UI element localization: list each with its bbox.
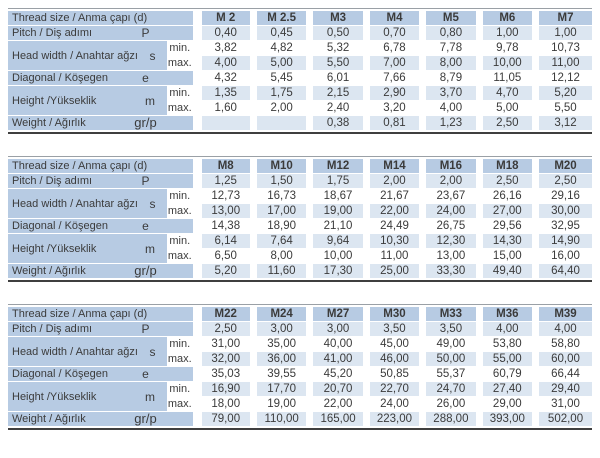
- row-symbol: P: [141, 174, 150, 188]
- value-cell: 5,20: [536, 86, 592, 101]
- value-cell: 2,00: [253, 101, 309, 116]
- value-cell: 3,00: [310, 322, 366, 337]
- row-label: Weight / Ağırlık: [12, 117, 86, 129]
- value-cell: 2,50: [197, 322, 253, 337]
- value-cell: 3,00: [253, 322, 309, 337]
- col-header: M8: [197, 159, 253, 174]
- value-cell: 0,70: [366, 26, 422, 41]
- value-cell: 9,78: [479, 41, 535, 56]
- value-cell: 4,70: [479, 86, 535, 101]
- col-header: M27: [310, 307, 366, 322]
- value-cell: 49,00: [423, 337, 479, 352]
- value-cell: 14,90: [536, 234, 592, 249]
- row-label: Diagonal / Köşegen: [12, 368, 109, 380]
- minmax-label: min.: [167, 337, 197, 352]
- value-cell: 1,35: [197, 86, 253, 101]
- value-cell: 66,44: [536, 367, 592, 382]
- value-cell: 4,00: [536, 322, 592, 337]
- value-cell: 2,50: [479, 116, 535, 131]
- value-cell: 5,32: [310, 41, 366, 56]
- value-cell: 49,40: [479, 264, 535, 279]
- col-header: M16: [423, 159, 479, 174]
- value-cell: 3,50: [366, 322, 422, 337]
- value-cell: 5,45: [253, 71, 309, 86]
- row-symbol: P: [141, 322, 150, 336]
- value-cell: 19,00: [310, 204, 366, 219]
- value-cell: 14,30: [479, 234, 535, 249]
- row-symbol: s: [149, 48, 156, 63]
- value-cell: 2,00: [423, 174, 479, 189]
- row-symbol: e: [142, 367, 149, 381]
- row-label: Head width / Anahtar ağzı: [12, 197, 138, 210]
- row-label-cell: [8, 412, 197, 427]
- value-cell: 55,37: [423, 367, 479, 382]
- value-cell: 5,00: [253, 56, 309, 71]
- value-cell: 4,82: [253, 41, 309, 56]
- minmax-label: min.: [167, 189, 197, 204]
- value-cell: 1,60: [197, 101, 253, 116]
- value-cell: 6,14: [197, 234, 253, 249]
- spec-table: [8, 159, 592, 279]
- value-cell: 31,00: [536, 397, 592, 412]
- value-cell: 30,00: [536, 204, 592, 219]
- value-cell: 41,00: [310, 352, 366, 367]
- row-label-cell: [8, 86, 167, 116]
- value-cell: 393,00: [479, 412, 535, 427]
- value-cell: 55,00: [479, 352, 535, 367]
- row-height-min: [8, 382, 592, 397]
- value-cell: 17,30: [310, 264, 366, 279]
- value-cell: 18,67: [310, 189, 366, 204]
- col-header: M3: [310, 11, 366, 26]
- value-cell: 29,40: [536, 382, 592, 397]
- col-header: M22: [197, 307, 253, 322]
- value-cell: 0,45: [253, 26, 309, 41]
- header-row: [8, 159, 592, 174]
- minmax-label: min.: [167, 41, 197, 56]
- value-cell: 7,64: [253, 234, 309, 249]
- value-cell: 6,78: [366, 41, 422, 56]
- value-cell: 18,90: [253, 219, 309, 234]
- col-header: M4: [366, 11, 422, 26]
- row-symbol: gr/p: [134, 263, 157, 278]
- row-symbol: s: [149, 196, 156, 211]
- value-cell: 16,90: [197, 382, 253, 397]
- header-row: [8, 11, 592, 26]
- col-header: M 2.5: [253, 11, 309, 26]
- row-label-cell: [8, 234, 167, 264]
- row-label-cell: [8, 26, 197, 41]
- value-cell: 8,79: [423, 71, 479, 86]
- row-label-cell: [8, 41, 167, 71]
- value-cell: 223,00: [366, 412, 422, 427]
- spec-table-m8-m20: [8, 156, 592, 282]
- spec-table-m2-m7: [8, 8, 592, 134]
- minmax-label: min.: [167, 234, 197, 249]
- value-cell: 5,50: [310, 56, 366, 71]
- value-cell: 39,55: [253, 367, 309, 382]
- minmax-label: max.: [167, 101, 197, 116]
- row-head-width-min: [8, 337, 592, 352]
- row-symbol: m: [145, 241, 155, 256]
- value-cell: 21,67: [366, 189, 422, 204]
- row-label-cell: [8, 264, 197, 279]
- row-head-width-min: [8, 41, 592, 56]
- row-symbol: e: [142, 219, 149, 233]
- value-cell: 3,12: [536, 116, 592, 131]
- value-cell: 4,00: [423, 101, 479, 116]
- value-cell: 16,73: [253, 189, 309, 204]
- row-symbol: P: [141, 26, 150, 40]
- value-cell: 27,00: [479, 204, 535, 219]
- value-cell: 50,00: [423, 352, 479, 367]
- value-cell: 26,75: [423, 219, 479, 234]
- col-header: M24: [253, 307, 309, 322]
- value-cell: 0,81: [366, 116, 422, 131]
- row-label-cell: [8, 71, 197, 86]
- value-cell: 27,40: [479, 382, 535, 397]
- value-cell: 24,49: [366, 219, 422, 234]
- row-label: Height /Yükseklik: [12, 94, 97, 107]
- thread-size-label: [8, 11, 197, 26]
- row-diagonal: [8, 219, 592, 234]
- value-cell: 20,70: [310, 382, 366, 397]
- value-cell: 25,00: [366, 264, 422, 279]
- minmax-label: max.: [167, 397, 197, 412]
- minmax-label: min.: [167, 86, 197, 101]
- row-symbol: m: [145, 389, 155, 404]
- value-cell: 13,00: [423, 249, 479, 264]
- col-header: M18: [479, 159, 535, 174]
- value-cell: 9,64: [310, 234, 366, 249]
- row-label: Diagonal / Köşegen: [12, 72, 109, 84]
- thread-size-text: Thread size / Anma çapı (d): [12, 160, 148, 172]
- value-cell: 31,00: [197, 337, 253, 352]
- value-cell: 0,38: [310, 116, 366, 131]
- row-label-cell: [8, 367, 197, 382]
- col-header: M5: [423, 11, 479, 26]
- row-label: Head width / Anahtar ağzı: [12, 49, 138, 62]
- value-cell: 3,20: [366, 101, 422, 116]
- value-cell: 11,05: [479, 71, 535, 86]
- value-cell: 0,50: [310, 26, 366, 41]
- value-cell: 35,00: [253, 337, 309, 352]
- row-label: Pitch / Diş adımı: [12, 175, 93, 187]
- row-weight: [8, 412, 592, 427]
- value-cell: 17,70: [253, 382, 309, 397]
- row-weight: [8, 264, 592, 279]
- value-cell: 1,50: [253, 174, 309, 189]
- value-cell: 18,00: [197, 397, 253, 412]
- value-cell: 11,00: [366, 249, 422, 264]
- value-cell: 22,70: [366, 382, 422, 397]
- row-label-cell: [8, 116, 197, 131]
- value-cell: 79,00: [197, 412, 253, 427]
- value-cell: 4,00: [197, 56, 253, 71]
- spec-table: [8, 11, 592, 131]
- row-label-cell: [8, 219, 197, 234]
- value-cell: 11,00: [536, 56, 592, 71]
- value-cell: 1,00: [479, 26, 535, 41]
- value-cell: 10,00: [310, 249, 366, 264]
- value-cell: 0,40: [197, 26, 253, 41]
- value-cell: 502,00: [536, 412, 592, 427]
- row-pitch: [8, 26, 592, 41]
- row-label: Weight / Ağırlık: [12, 413, 86, 425]
- col-header: M36: [479, 307, 535, 322]
- value-cell: 24,00: [366, 397, 422, 412]
- value-cell: 5,50: [536, 101, 592, 116]
- value-cell: 33,30: [423, 264, 479, 279]
- value-cell: 165,00: [310, 412, 366, 427]
- value-cell: 2,40: [310, 101, 366, 116]
- value-cell: 3,70: [423, 86, 479, 101]
- value-cell: 53,80: [479, 337, 535, 352]
- row-label: Weight / Ağırlık: [12, 265, 86, 277]
- value-cell: 64,40: [536, 264, 592, 279]
- col-header: M6: [479, 11, 535, 26]
- value-cell: 2,90: [366, 86, 422, 101]
- row-label-cell: [8, 322, 197, 337]
- thread-size-label: [8, 159, 197, 174]
- row-symbol: e: [142, 71, 149, 85]
- value-cell: 60,00: [536, 352, 592, 367]
- value-cell: 13,00: [197, 204, 253, 219]
- col-header: M10: [253, 159, 309, 174]
- col-header: M33: [423, 307, 479, 322]
- value-cell: 2,00: [366, 174, 422, 189]
- row-symbol: gr/p: [134, 115, 157, 130]
- value-cell: 50,85: [366, 367, 422, 382]
- value-cell: 29,00: [479, 397, 535, 412]
- value-cell: 1,25: [197, 174, 253, 189]
- value-cell: 60,79: [479, 367, 535, 382]
- value-cell: 40,00: [310, 337, 366, 352]
- value-cell: 1,75: [253, 86, 309, 101]
- value-cell: 29,56: [479, 219, 535, 234]
- value-cell: 10,30: [366, 234, 422, 249]
- col-header: M7: [536, 11, 592, 26]
- row-head-width-min: [8, 189, 592, 204]
- value-cell: 5,00: [479, 101, 535, 116]
- row-label: Pitch / Diş adımı: [12, 323, 93, 335]
- row-label: Head width / Anahtar ağzı: [12, 345, 138, 358]
- row-weight: [8, 116, 592, 131]
- minmax-label: max.: [167, 352, 197, 367]
- value-cell: 8,00: [423, 56, 479, 71]
- col-header: M30: [366, 307, 422, 322]
- value-cell: 10,00: [479, 56, 535, 71]
- value-cell: 16,00: [536, 249, 592, 264]
- value-cell: 24,70: [423, 382, 479, 397]
- col-header: M14: [366, 159, 422, 174]
- value-cell: 3,50: [423, 322, 479, 337]
- value-cell: 35,03: [197, 367, 253, 382]
- spec-table: [8, 307, 592, 427]
- value-cell: 12,30: [423, 234, 479, 249]
- value-cell: 21,10: [310, 219, 366, 234]
- value-cell: 1,00: [536, 26, 592, 41]
- minmax-label: min.: [167, 382, 197, 397]
- row-label: Diagonal / Köşegen: [12, 220, 109, 232]
- value-cell: 45,00: [366, 337, 422, 352]
- row-diagonal: [8, 367, 592, 382]
- value-cell: 14,38: [197, 219, 253, 234]
- value-cell: 26,16: [479, 189, 535, 204]
- minmax-label: max.: [167, 56, 197, 71]
- value-cell: 12,73: [197, 189, 253, 204]
- value-cell: 110,00: [253, 412, 309, 427]
- row-label-cell: [8, 189, 167, 219]
- minmax-label: max.: [167, 204, 197, 219]
- value-cell: 24,00: [423, 204, 479, 219]
- value-cell: 22,00: [366, 204, 422, 219]
- value-cell: 5,20: [197, 264, 253, 279]
- value-cell: 4,32: [197, 71, 253, 86]
- value-cell: 6,01: [310, 71, 366, 86]
- row-diagonal: [8, 71, 592, 86]
- value-cell: 4,00: [479, 322, 535, 337]
- value-cell: 2,50: [479, 174, 535, 189]
- value-cell: 7,00: [366, 56, 422, 71]
- thread-size-text: Thread size / Anma çapı (d): [12, 308, 148, 320]
- value-cell: 32,95: [536, 219, 592, 234]
- row-symbol: s: [149, 344, 156, 359]
- value-cell: 288,00: [423, 412, 479, 427]
- row-label-cell: [8, 382, 167, 412]
- value-cell: 32,00: [197, 352, 253, 367]
- row-label: Pitch / Diş adımı: [12, 27, 93, 39]
- value-cell: 0,80: [423, 26, 479, 41]
- row-label: Height /Yükseklik: [12, 390, 97, 403]
- value-cell: 36,00: [253, 352, 309, 367]
- value-cell: 17,00: [253, 204, 309, 219]
- header-row: [8, 307, 592, 322]
- value-cell: [253, 116, 309, 131]
- row-label-cell: [8, 174, 197, 189]
- value-cell: 10,73: [536, 41, 592, 56]
- value-cell: 2,50: [536, 174, 592, 189]
- value-cell: 12,12: [536, 71, 592, 86]
- col-header: M20: [536, 159, 592, 174]
- value-cell: 15,00: [479, 249, 535, 264]
- value-cell: 7,66: [366, 71, 422, 86]
- col-header: M 2: [197, 11, 253, 26]
- value-cell: 58,80: [536, 337, 592, 352]
- row-label: Height /Yükseklik: [12, 242, 97, 255]
- value-cell: 46,00: [366, 352, 422, 367]
- value-cell: 23,67: [423, 189, 479, 204]
- minmax-label: max.: [167, 249, 197, 264]
- value-cell: [197, 116, 253, 131]
- row-height-min: [8, 234, 592, 249]
- row-label-cell: [8, 337, 167, 367]
- value-cell: 11,60: [253, 264, 309, 279]
- value-cell: 3,82: [197, 41, 253, 56]
- value-cell: 26,00: [423, 397, 479, 412]
- col-header: M12: [310, 159, 366, 174]
- row-height-min: [8, 86, 592, 101]
- value-cell: 2,15: [310, 86, 366, 101]
- value-cell: 8,00: [253, 249, 309, 264]
- row-pitch: [8, 174, 592, 189]
- thread-size-label: [8, 307, 197, 322]
- spec-table-m22-m39: [8, 304, 592, 430]
- value-cell: 7,78: [423, 41, 479, 56]
- thread-size-text: Thread size / Anma çapı (d): [12, 12, 148, 24]
- value-cell: 19,00: [253, 397, 309, 412]
- col-header: M39: [536, 307, 592, 322]
- value-cell: 1,23: [423, 116, 479, 131]
- value-cell: 45,20: [310, 367, 366, 382]
- value-cell: 1,75: [310, 174, 366, 189]
- row-pitch: [8, 322, 592, 337]
- value-cell: 6,50: [197, 249, 253, 264]
- value-cell: 29,16: [536, 189, 592, 204]
- row-symbol: gr/p: [134, 411, 157, 426]
- row-symbol: m: [145, 93, 155, 108]
- value-cell: 22,00: [310, 397, 366, 412]
